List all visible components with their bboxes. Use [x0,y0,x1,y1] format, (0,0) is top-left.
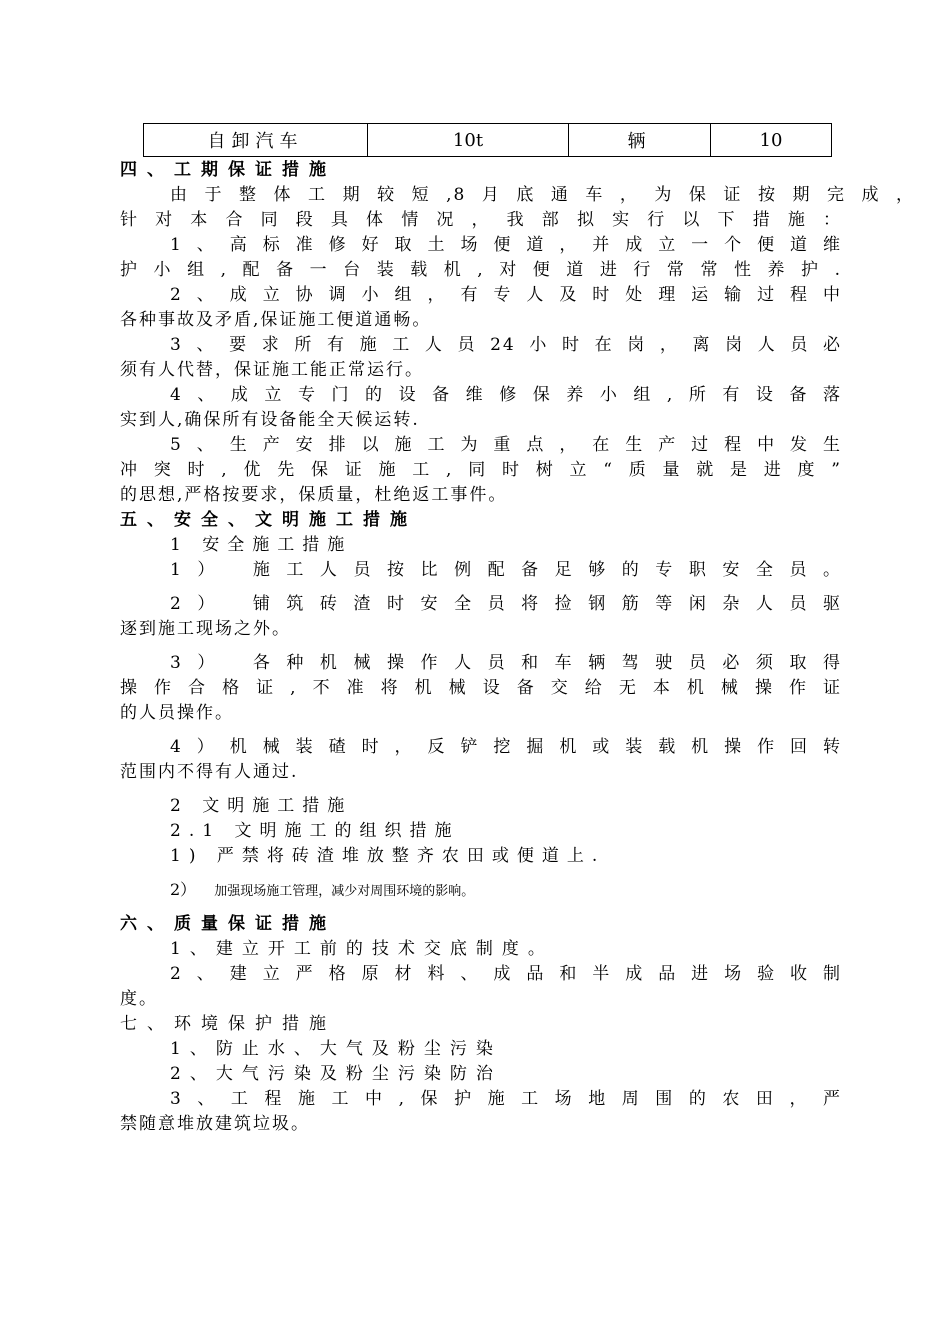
paragraph-line: 逐到施工现场之外。 [120,619,291,639]
section-heading-6: 六、质量保证措施 [120,914,336,934]
section-heading-5: 五、安全、文明施工措施 [120,510,417,530]
equipment-name-cell: 自卸汽车 [144,124,368,157]
paragraph-line: 3、要求所有施工人员24小时在岗，离岗人员必 [170,335,842,355]
paragraph-line: 1、高标准修好取土场便道，并成立一个便道维 [170,235,842,255]
section-heading-7: 七、环境保护措施 [120,1014,336,1034]
paragraph-line: 1、建立开工前的技术交底制度。 [170,939,554,959]
subsection-heading: 2.1 文明施工的组织措施 [170,821,460,841]
paragraph-line: 2、大气污染及粉尘污染防治 [170,1064,502,1084]
paragraph-line: 各种事故及矛盾,保证施工便道通畅。 [120,310,432,330]
paragraph-line: 针对本合同段具体情况，我部拟实行以下措施： [120,210,842,230]
subsection-heading: 1 安全施工措施 [170,535,353,555]
paragraph-line: 1） 施工人员按比例配备足够的专职安全员。 [170,560,842,580]
paragraph-line: 护小组,配备一台装载机,对便道进行常常性养护. [120,260,842,280]
paragraph-line: 4）机械装碴时，反铲挖掘机或装载机操作回转 [170,737,842,757]
table-row [144,124,832,157]
paragraph-line: 由于整体工期较短,8月底通车，为保证按期完成， [170,185,915,205]
paragraph-line: 须有人代替，保证施工能正常运行。 [120,360,424,380]
paragraph-line: 5、生产安排以施工为重点，在生产过程中发生 [170,435,842,455]
paragraph-line: 冲突时,优先保证施工,同时树立“质量就是进度” [120,460,842,480]
subsection-heading: 2 文明施工措施 [170,796,353,816]
paragraph-line: 4、成立专门的设备维修保养小组,所有设备落 [170,385,842,405]
equipment-spec-cell: 10t [368,124,569,157]
equipment-qty-cell: 10 [711,124,832,157]
paragraph-line: 1) 严禁将砖渣堆放整齐农田或便道上. [170,846,606,866]
paragraph-line [170,878,842,902]
list-number: 2） [170,880,197,899]
equipment-unit-cell: 辆 [569,124,711,157]
paragraph-line: 实到人,确保所有设备能全天候运转. [120,410,420,430]
paragraph-line: 2、建立严格原材料、成品和半成品进场验收制 [170,964,842,984]
paragraph-line: 的思想,严格按要求，保质量，杜绝返工事件。 [120,485,508,505]
paragraph-line: 3） 各种机械操作人员和车辆驾驶员必须取得 [170,653,842,673]
paragraph-line: 禁随意堆放建筑垃圾。 [120,1114,310,1134]
section-heading-4: 四、工期保证措施 [120,160,336,180]
equipment-table [143,123,832,157]
paragraph-line: 的人员操作。 [120,703,234,723]
paragraph-line: 度。 [120,989,158,1009]
paragraph-line: 操作合格证,不准将机械设备交给无本机械操作证 [120,678,842,698]
paragraph-line: 2） 铺筑砖渣时安全员将捡钢筋等闲杂人员驱 [170,594,842,614]
paragraph-line: 1、防止水、大气及粉尘污染 [170,1039,502,1059]
list-text: 加强现场施工管理，减少对周围环境的影响。 [214,884,475,899]
paragraph-line: 范围内不得有人通过. [120,762,299,782]
paragraph-line: 3、工程施工中,保护施工场地周围的农田，严 [170,1089,842,1109]
paragraph-line: 2、成立协调小组，有专人及时处理运输过程中 [170,285,842,305]
